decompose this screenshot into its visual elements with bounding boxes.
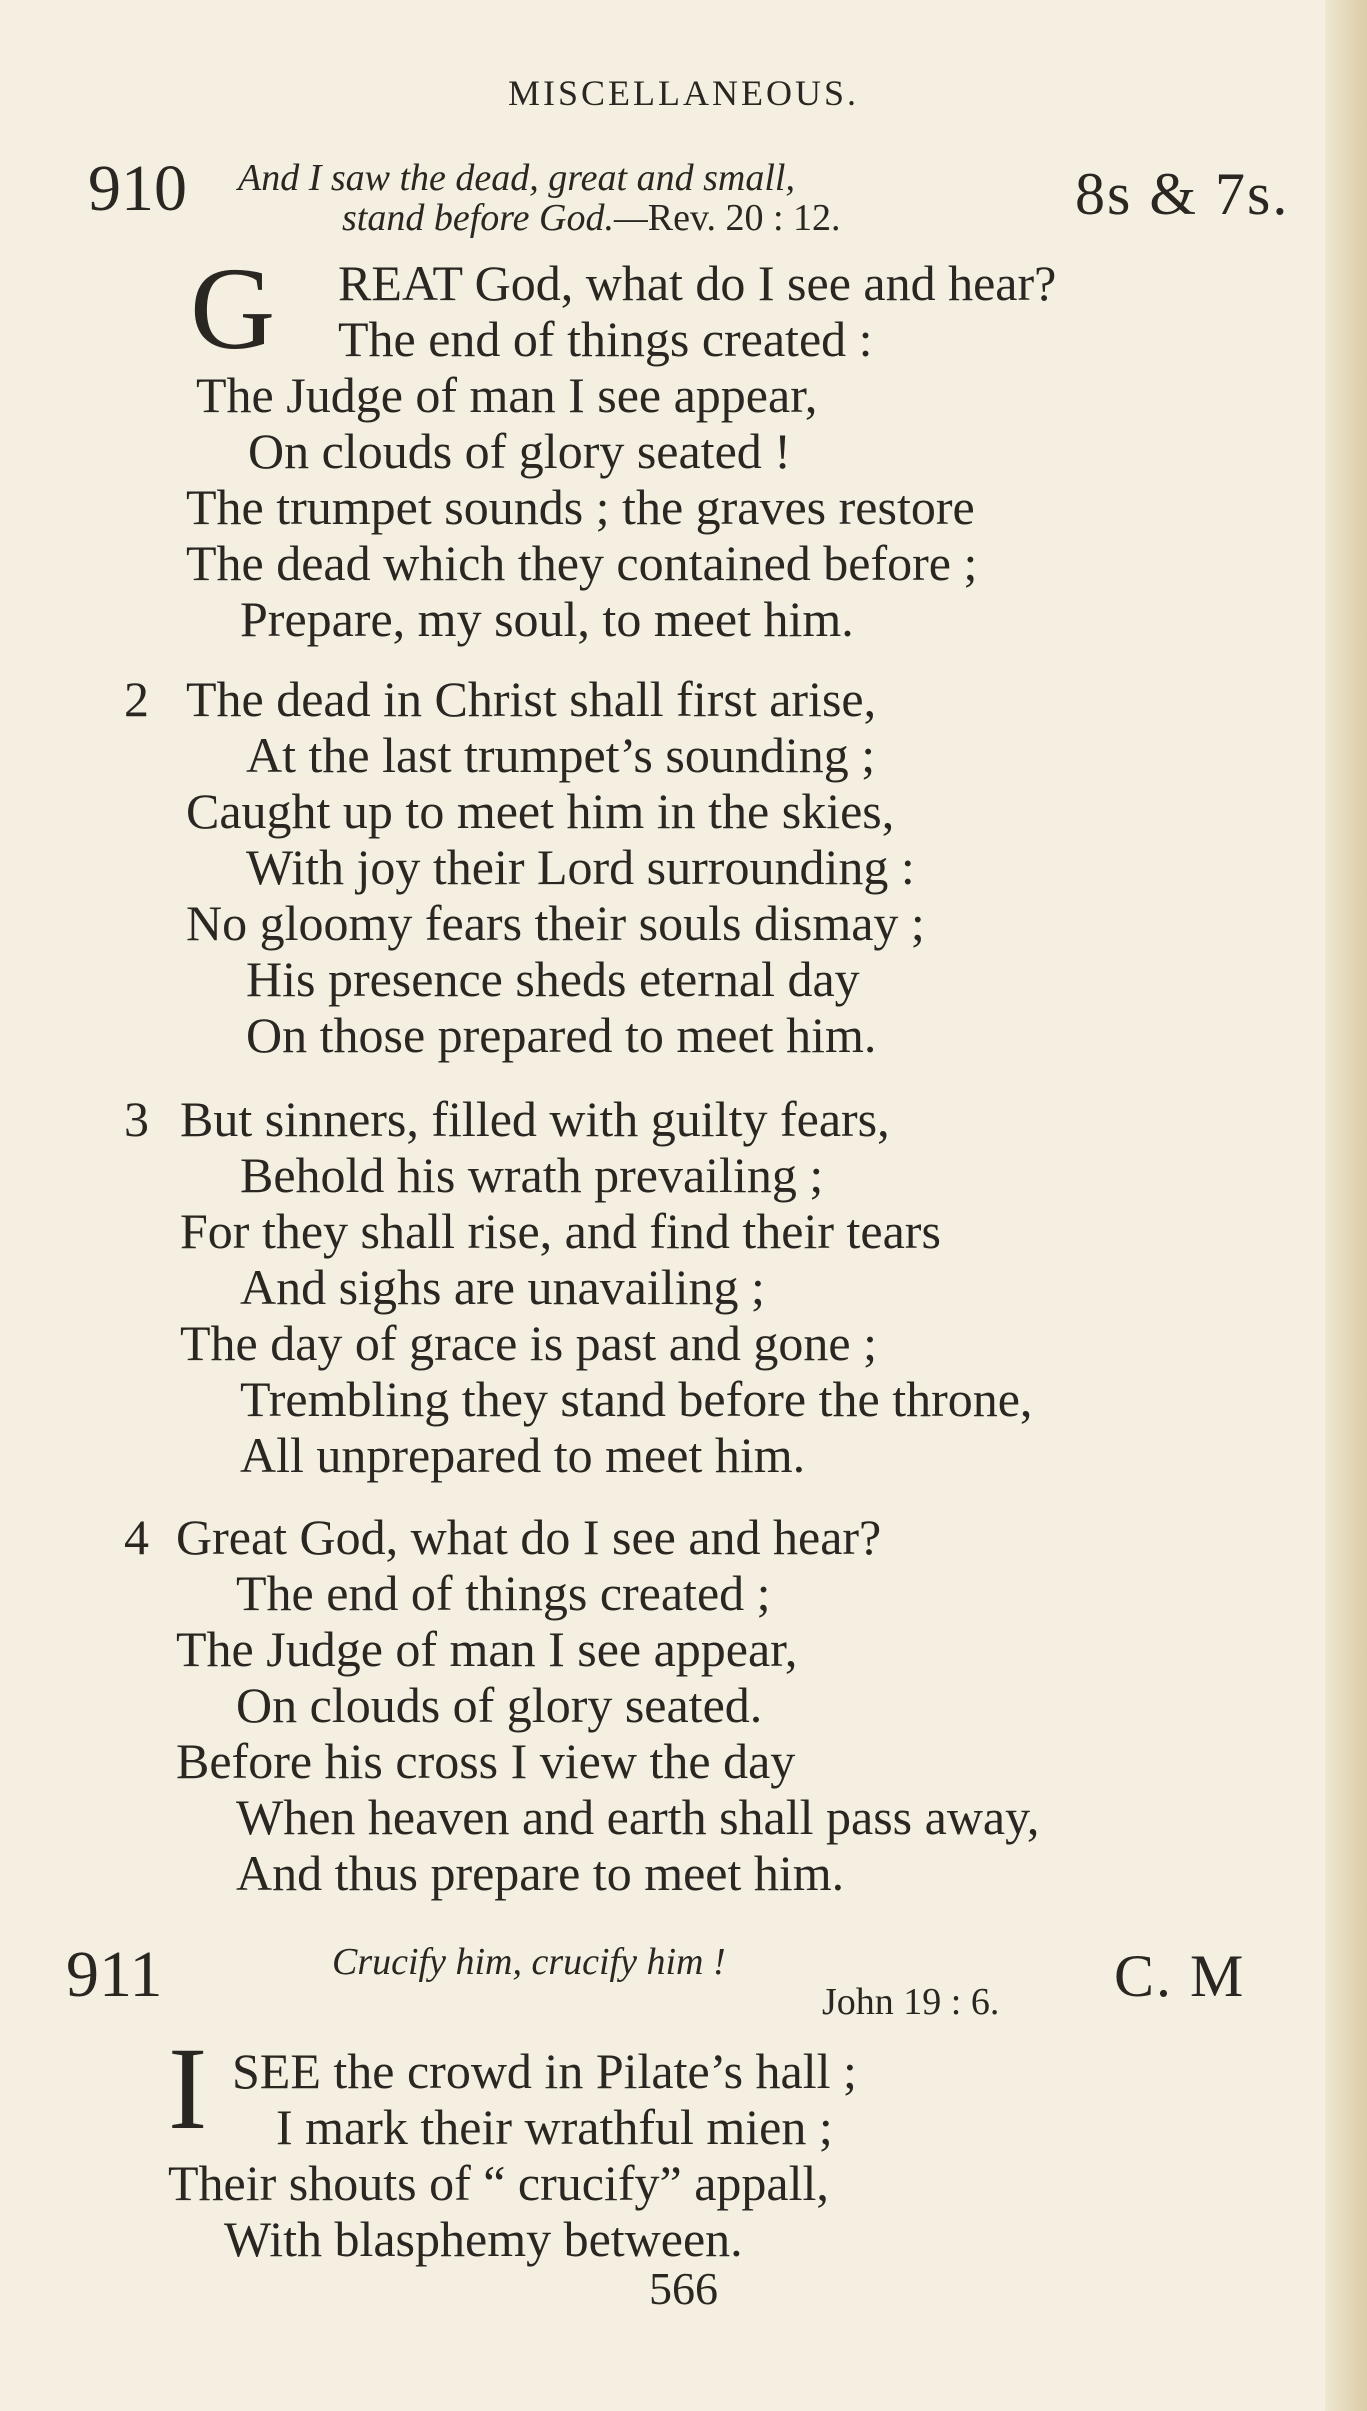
hymn-meter: C. M [1114,1943,1246,2009]
verse-line: The Judge of man I see appear, [176,1621,798,1677]
verse-line: On clouds of glory seated. [236,1677,763,1733]
verse-line: Their shouts of “ crucify” appall, [168,2155,829,2211]
hymn-number: 910 [88,152,187,225]
verse-line: Trembling they stand before the throne, [240,1371,1033,1427]
scripture-reference: Rev. 20 : 12. [647,197,841,239]
page-number: 566 [649,2263,718,2314]
verse-line: And sighs are unavailing ; [240,1259,765,1315]
verse-line: And thus prepare to meet him. [236,1845,845,1901]
verse-line: The dead which they contained before ; [186,535,978,591]
verse-line: Behold his wrath prevailing ; [240,1147,824,1203]
verse-line: The dead in Christ shall first arise, [186,671,877,727]
verse-line: No gloomy fears their souls dismay ; [186,895,925,951]
page-edge [1325,0,1367,2411]
verse-line: Prepare, my soul, to meet him. [240,591,854,647]
verse-line: REAT God, what do I see and hear? [338,255,1057,311]
verse-line: Caught up to meet him in the skies, [186,783,895,839]
verse-line: His presence sheds eternal day [246,951,860,1007]
verse-line: Before his cross I view the day [176,1733,796,1789]
hymn-epigraph-line: And I saw the dead, great and small, [238,157,795,199]
verse-line: SEE the crowd in Pilate’s hall ; [232,2043,857,2099]
hymn-epigraph-line [822,1982,999,2022]
hymn-meter: 8s & 7s. [1075,161,1290,227]
verse-line: Great God, what do I see and hear? [176,1509,882,1565]
verse-line: On those prepared to meet him. [246,1007,877,1063]
running-header: MISCELLANEOUS. [507,73,859,113]
hymn-epigraph-line: Crucify him, crucify him ! [332,1941,726,1983]
hymn-number: 911 [66,1938,163,2011]
verse-line: The day of grace is past and gone ; [180,1315,877,1371]
drop-cap: G [190,243,276,374]
verse-line: All unprepared to meet him. [240,1427,806,1483]
verse-line: The trumpet sounds ; the graves restore [186,479,975,535]
verse-line: At the last trumpet’s sounding ; [246,727,876,783]
epigraph-text: stand before God.— [342,197,648,239]
verse-line: The end of things created ; [236,1565,771,1621]
verse-line: On clouds of glory seated ! [248,423,791,479]
scripture-reference: John 19 : 6. [822,1981,1000,2023]
verse-line: I mark their wrathful mien ; [276,2099,833,2155]
stanza-number: 4 [124,1509,149,1565]
stanza-number: 3 [124,1091,149,1147]
verse-line: For they shall rise, and find their tears [180,1203,941,1259]
verse-line: The end of things created : [338,311,873,367]
verse-line: With joy their Lord surrounding : [246,839,915,895]
verse-line: With blasphemy between. [224,2211,743,2267]
verse-line: The Judge of man I see appear, [196,367,818,423]
drop-cap: I [168,2023,208,2154]
stanza-number: 2 [124,671,149,727]
hymn-epigraph-line [342,198,841,238]
verse-line: But sinners, filled with guilty fears, [180,1091,890,1147]
verse-line: When heaven and earth shall pass away, [236,1789,1040,1845]
